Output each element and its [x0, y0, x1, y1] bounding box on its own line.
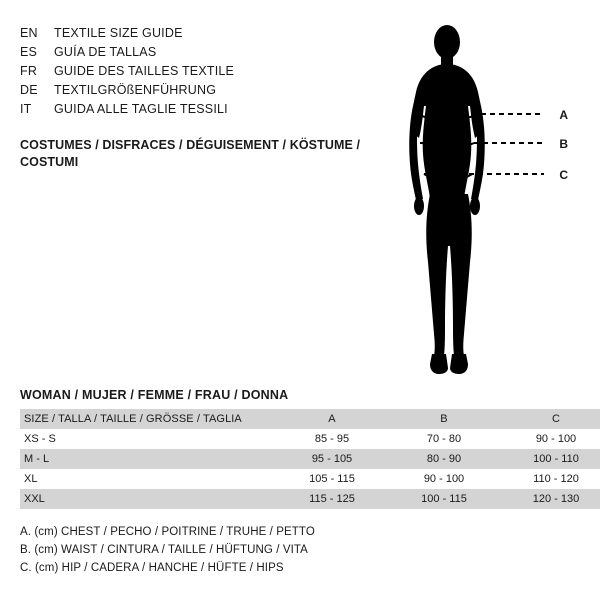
language-code: FR: [20, 64, 38, 78]
language-list: [20, 24, 350, 119]
table-row: [20, 429, 600, 449]
cell-size: XXL: [24, 493, 45, 505]
cell-c: 90 - 100: [535, 433, 577, 445]
language-text: GUÍA DE TALLAS: [54, 45, 157, 59]
table-title: WOMAN / MUJER / FEMME / FRAU / DONNA: [20, 388, 289, 402]
language-code: EN: [20, 26, 38, 40]
language-row: [20, 62, 350, 81]
table-row: [20, 469, 600, 489]
language-code: DE: [20, 83, 38, 97]
body-figure: [362, 18, 572, 378]
measurement-legend: [20, 523, 580, 577]
language-row: [20, 43, 350, 62]
page-subtitle: COSTUMES / DISFRACES / DÉGUISEMENT / KÖSTUME / COSTUMI: [20, 138, 361, 169]
legend-line-b: B. (cm) WAIST / CINTURA / TAILLE / HÜFTUNG / VITA: [20, 544, 308, 556]
language-text: TEXTILE SIZE GUIDE: [54, 26, 183, 40]
female-silhouette-icon: [362, 18, 572, 378]
cell-b: 80 - 90: [426, 453, 462, 465]
cell-a: 95 - 105: [311, 453, 353, 465]
column-header-a: A: [328, 413, 336, 425]
cell-a: 85 - 95: [314, 433, 350, 445]
cell-b: 70 - 80: [426, 433, 462, 445]
size-table: [20, 409, 600, 509]
cell-b: 100 - 115: [421, 493, 467, 505]
cell-size: XS - S: [24, 433, 56, 445]
measure-label-c: C: [559, 168, 568, 182]
legend-line-c: C. (cm) HIP / CADERA / HANCHE / HÜFTE / HIPS: [20, 562, 284, 574]
cell-a: 115 - 125: [309, 493, 355, 505]
language-row: [20, 100, 350, 119]
cell-a: 105 - 115: [309, 473, 355, 485]
language-row: [20, 24, 350, 43]
measure-label-a: A: [559, 108, 568, 122]
cell-c: 100 - 110: [533, 453, 579, 465]
cell-c: 110 - 120: [533, 473, 579, 485]
column-header-b: B: [440, 413, 448, 425]
cell-size: M - L: [24, 453, 50, 465]
column-header-size: SIZE / TALLA / TAILLE / GRÖSSE / TAGLIA: [24, 413, 242, 425]
language-row: [20, 81, 350, 100]
table-row: [20, 489, 600, 509]
column-header-c: C: [551, 413, 561, 425]
cell-c: 120 - 130: [532, 493, 580, 505]
table-header-row: [20, 409, 600, 429]
size-table-section: [20, 388, 580, 577]
table-body: [20, 429, 600, 509]
measure-label-b: B: [559, 137, 568, 151]
language-text: TEXTILGRÖßENFÜHRUNG: [54, 83, 217, 97]
legend-line-a: A. (cm) CHEST / PECHO / POITRINE / TRUHE / PETTO: [20, 526, 315, 538]
language-text: GUIDA ALLE TAGLIE TESSILI: [54, 102, 228, 116]
table-row: [20, 449, 600, 469]
language-text: GUIDE DES TAILLES TEXTILE: [54, 64, 235, 78]
cell-b: 90 - 100: [423, 473, 465, 485]
language-code: IT: [20, 102, 32, 116]
cell-size: XL: [24, 473, 38, 485]
language-code: ES: [20, 45, 38, 59]
table-header: [20, 409, 600, 429]
